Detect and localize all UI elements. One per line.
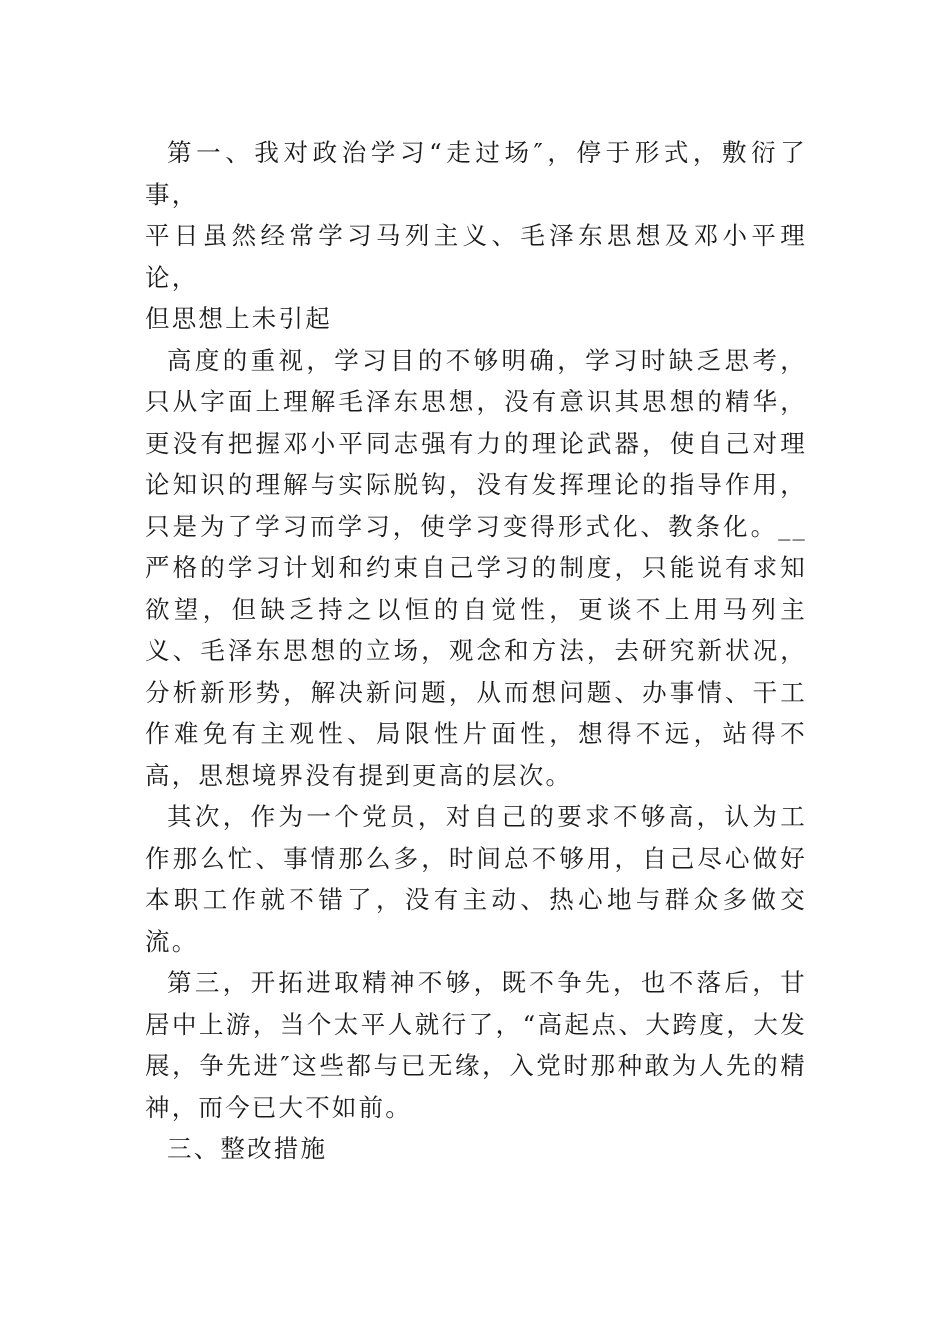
paragraph-first-point: [145, 132, 807, 340]
section-heading: 三、整改措施: [167, 1134, 328, 1163]
paragraph-second-point: 其次，作为一个党员，对自己的要求不够高，认为工作那么忙、事情那么多，时间总不够用，自己尽心做好本职工作就不错了，没有主动、热心地与群众多做交流。: [145, 802, 807, 956]
document-body: [145, 132, 807, 1170]
paragraph-line: 平日虽然经常学习马列主义、毛泽东思想及邓小平理论，: [145, 221, 807, 292]
paragraph-line: 第一、我对政治学习“走过场″，停于形式，敷衍了事，: [145, 138, 807, 209]
paragraph-third-point: 第三，开拓进取精神不够，既不争先，也不落后，甘居中上游，当个太平人就行了，“高起点、大跨度，大发展，争先进″这些都与已无缘，入党时那种敢为人先的精神，而今已大不如前。: [145, 968, 807, 1122]
paragraph-study-attitude: 高度的重视，学习目的不够明确，学习时缺乏思考，只从字面上理解毛泽东思想，没有意识其思想的精华，更没有把握邓小平同志强有力的理论武器，使自己对理论知识的理解与实际脱钩，没有发挥理论的指导作用，只是为了学习而学习，使学习变得形式化、教条化。__严格的学习计划和约束自己学习的制度，只能说有求知欲望，但缺乏持之以恒的自觉性，更谈不上用马列主义、毛泽东思想的立场，观念和方法，去研究新状况，分析新形势，解决新问题，从而想问题、办事情、干工作难免有主观性、局限性片面性，想得不远，站得不高，思想境界没有提到更高的层次。: [145, 345, 807, 790]
paragraph-line: 但思想上未引起: [145, 304, 332, 333]
